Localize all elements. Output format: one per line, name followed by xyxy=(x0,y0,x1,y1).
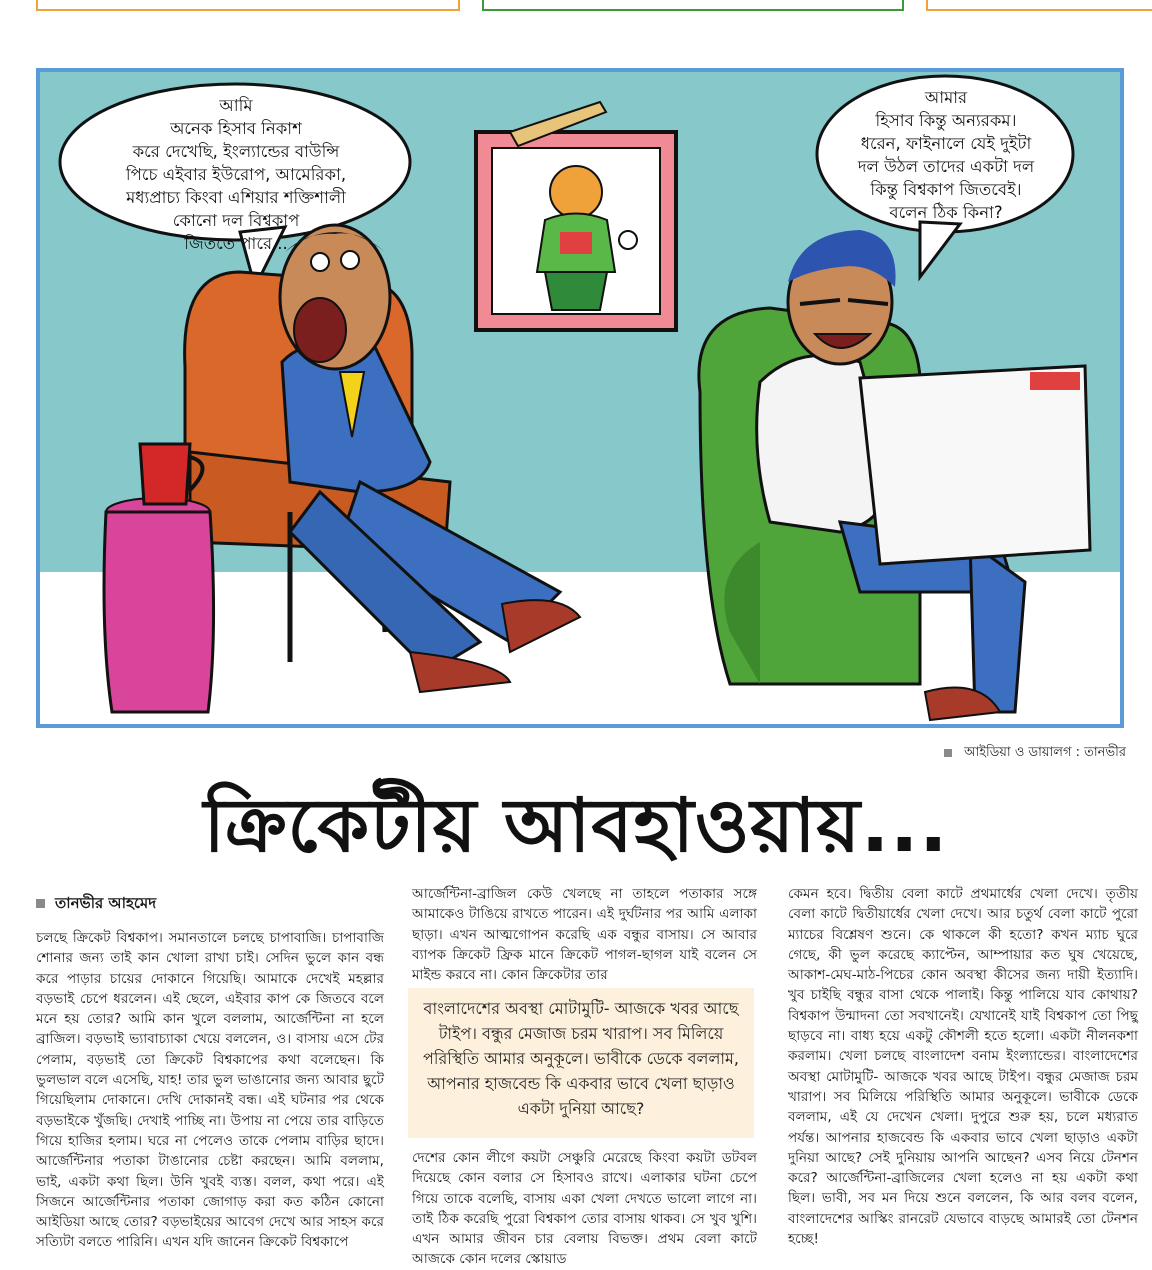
column-3-text: কেমন হবে। দ্বিতীয় বেলা কাটে প্রথমার্ধের খেলা দেখে। তৃতীয় বেলা কাটে দ্বিতীয়ার্ধের খেলা দেখে। আর চতুর্থ বেলা কাটে পুরো ম্যাচের বিশ্লেষণ শুনে। কে থাকলে কী হতো? কখন ম্যাচ ঘুরে গেছে, কী ভুল করেছে ক্যাপ্টেন, আম্পায়ার কত ঘুষ খেয়েছে, আকাশ-মেঘ-মাঠ-পিচের কোন অবস্থা কীসের জন্য দায়ী ইত্যাদি। খুব চাইছি বন্ধুর বাসা থেকে পালাই। কিন্তু পালিয়ে যাব কোথায়? বিশ্বকাপ উন্মাদনা তো সবখানেই। যেখানেই যাই বিশ্বকাপ তো পিছু ছাড়বে না। বাধ্য হয়ে একটু কৌশলী হতে হলো। একটা নীলনকশা করলাম। খেলা চলছে বাংলাদেশ বনাম ইংল্যান্ডের। বাংলাদেশের অবস্থা মোটামুটি- আজকে খবর আছে টাইপ। বন্ধুর মেজাজ চরম খারাপ। সব মিলিয়ে পরিস্থিতি আমার অনুকূলে। ভাবীকে ডেকে বললাম, এই যে দেখেন খেলা। দুপুরে শুরু হয়, চলে মধ্যরাত পর্যন্ত। আপনার হাজবেন্ড কি একবার ভাবে খেলা ছাড়াও একটা দুনিয়া আছে? সেই দুনিয়ায় আপনি আছেন? এসব নিয়ে টেনশন করে? আর্জেন্টিনা-ব্রাজিলের খেলা হলেও না হয় একটা কথা ছিল। ভাবী, সব মন দিয়ে শুনে বললেন, কি আর বলব বলেন, বাংলাদেশের আস্কিং রানরেট যেভাবে বাড়ছে আমারই তো টেনশন হচ্ছে! xyxy=(788,886,1138,1248)
top-strip-boxes xyxy=(0,0,1152,14)
top-box-middle xyxy=(482,0,904,11)
newspaper-red-block xyxy=(1030,372,1080,390)
top-box-left xyxy=(36,0,460,11)
credit-square-icon xyxy=(944,749,952,757)
credit-text: আইডিয়া ও ডায়ালগ : তানভীর xyxy=(964,745,1126,760)
article-column-2-bottom xyxy=(412,1148,757,1270)
left-man-eye-1 xyxy=(311,253,329,271)
cricket-ball xyxy=(619,231,637,249)
article-column-3 xyxy=(788,884,1138,1249)
cartoon-credit xyxy=(944,743,1126,764)
newspaper xyxy=(860,366,1090,564)
headline: ক্রিকেটীয় আবহাওয়ায়... xyxy=(203,783,949,869)
article-column-1 xyxy=(36,928,384,1253)
column-2-top-text: আর্জেন্টিনা-ব্রাজিল কেউ খেলছে না তাহলে পতাকার সঙ্গে আমাকেও টাঙিয়ে রাখতে পারেন। এই দুর্ঘটনার পর আমি এলাকা ছাড়া। এখন আত্মগোপন করেছি এক বন্ধুর বাসায়। সে আবার ব্যাপক ক্রিকেট ফ্রিক মানে ক্রিকেট পাগল-ছাগল যাই বলেন সে মাইন্ড করবে না। কোন ক্রিকেটার তার xyxy=(412,886,757,984)
pull-quote xyxy=(408,988,754,1138)
right-bubble-text: আমার হিসাব কিন্তু অন্যরকম। ধরেন, ফাইনালে যেই দুইটা দল উঠল তাদের একটা দল কিন্তু বিশ্বকাপ জিতবেই। বলেন ঠিক কিনা? xyxy=(857,88,1035,222)
byline-text: তানভীর আহমেদ xyxy=(55,894,157,912)
column-1-text: চলছে ক্রিকেট বিশ্বকাপ। সমানতালে চলছে চাপাবাজি। চাপাবাজি শোনার জন্য তাই কান খোলা রাখা চাই। সেদিন ভুলে কান বন্ধ করে পাড়ার চায়ের দোকানে গিয়েছি। আমাকে দেখেই মহল্লার বড়ভাই চেপে ধরলেন। এই ছেলে, এইবার কাপ কে জিতবে বলে মনে হয় তোর? আমি কান খুলে বললাম, আর্জেন্টিনা না হলে ব্রাজিল। বড়ভাই ভ্যাবাচ্যাকা খেয়ে বললেন, ও। বাসায় এসে টের পেলাম, বড়ভাই তো ক্রিকেট বিশ্বকাপের কথা বলেছেন। কি ভুলভাল বলে এসেছি, যাহ! তার ভুল ভাঙানোর জন্য আবার ছুটে গিয়েছিলাম দোকানে। দেখি দোকানই বন্ধ। এই ঘটনার পর থেকে বড়ভাইকে খুঁজছি। দেখাই পাচ্ছি না। উপায় না পেয়ে তার বাড়িতে গিয়ে হাজির হলাম। ঘরে না পেলেও তাকে পেলাম বাড়ির ছাদে। আর্জেন্টিনার পতাকা টাঙানোর চেষ্টা করছেন। আমি বললাম, ভাই, একটা কথা ছিল। উনি খুবই ব্যস্ত। বলল, কথা পরে। এই সিজনে আর্জেন্টিনার পতাকা জোগাড় করা কত কঠিন কোনো আইডিয়া আছে তোর? বড়ভাইয়ের আবেগ দেখে আর সাহস করে সত্যিটা বলতে পারিনি। এখন যদি জানেন ক্রিকেট বিশ্বকাপে xyxy=(36,930,384,1251)
pink-tablecloth xyxy=(104,512,214,712)
byline-square-icon xyxy=(36,899,45,908)
tiger-head xyxy=(550,166,602,218)
tiger-shorts xyxy=(545,272,607,310)
article-column-2-top xyxy=(412,884,757,985)
jersey-emblem xyxy=(560,232,592,254)
left-man-open-mouth xyxy=(294,298,346,362)
pull-quote-text: বাংলাদেশের অবস্থা মোটামুটি- আজকে খবর আছে টাইপ। বন্ধুর মেজাজ চরম খারাপ। সব মিলিয়ে পরিস্থিতি আমার অনুকূলে। ভাবীকে ডেকে বললাম, আপনার হাজবেন্ড কি একবার ভাবে খেলা ছাড়াও একটা দুনিয়া আছে? xyxy=(423,999,739,1118)
red-coffee-mug xyxy=(140,444,190,504)
cartoon-panel xyxy=(36,68,1124,728)
top-box-right xyxy=(926,0,1152,11)
left-bubble-text: আমি অনেক হিসাব নিকাশ করে দেখেছি, ইংল্যান্ডের বাউন্সি পিচে এইবার ইউরোপ, আমেরিকা, মধ্যপ্রাচ্য কিংবা এশিয়ার শক্তিশালী কোনো দল বিশ্বকাপ জিততে পারে... xyxy=(125,96,347,253)
column-2-bottom-text: দেশের কোন লীগে কয়টা সেঞ্চুরি মেরেছে কিংবা কয়টা ডটবল দিয়েছে কোন বলার সে হিসাবও রাখে। এলাকার ঘটনা চেপে গিয়ে তাকে বলেছি, বাসায় একা খেলা দেখতে ভালো লাগে না। তাই ঠিক করেছি পুরো বিশ্বকাপ তোর বাসায় থাকব। সে খুব খুশি। এখন আমার জীবন চার বেলায় বিভক্ত। প্রথম বেলা কাটে আজকে কোন দলের স্কোয়াড xyxy=(412,1150,757,1268)
byline xyxy=(36,892,156,917)
